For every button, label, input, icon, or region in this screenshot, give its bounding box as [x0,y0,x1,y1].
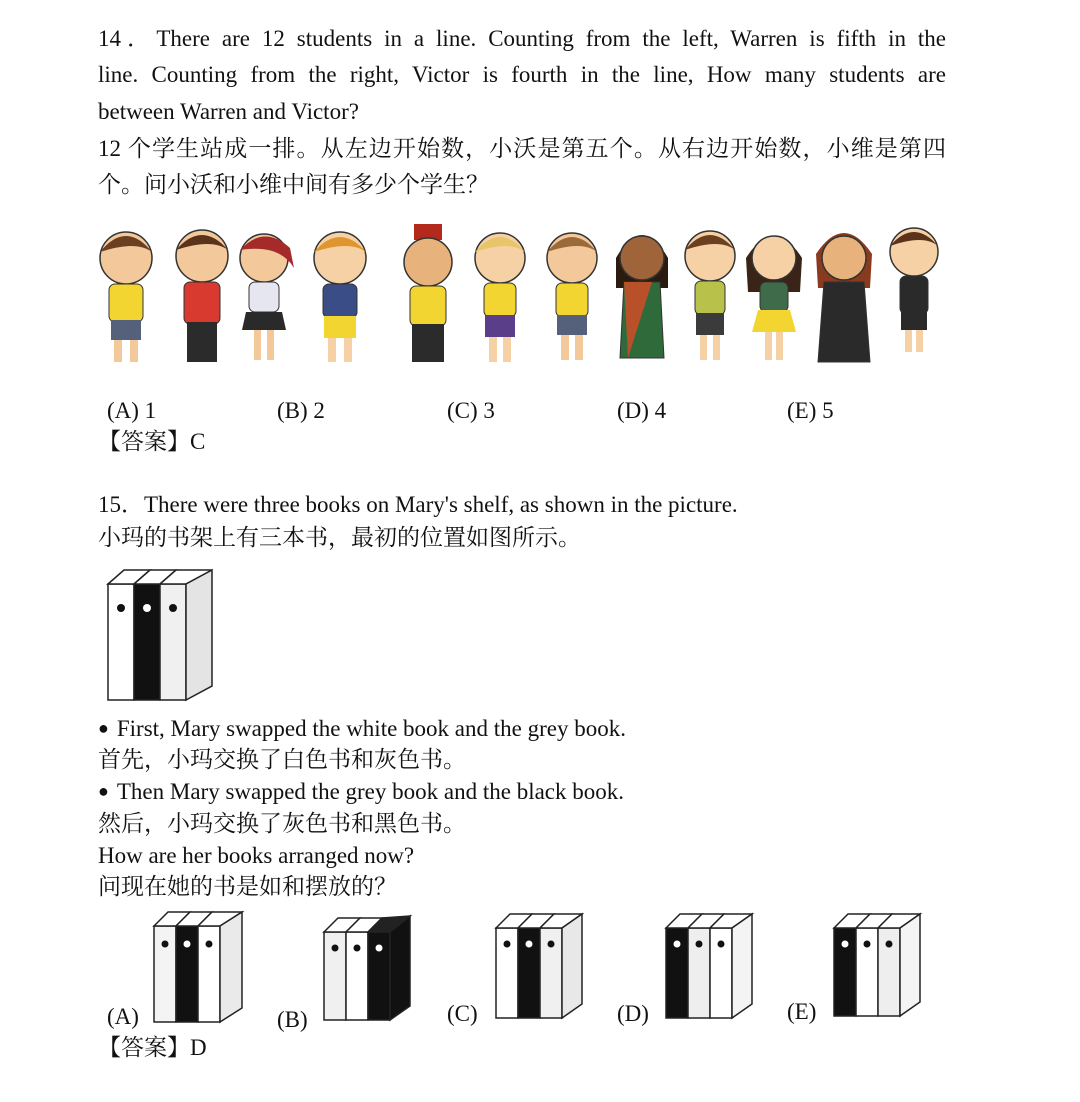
q14-option-d: (D) 4 [617,398,667,423]
student-figure-6 [475,233,525,362]
student-figure-8 [616,235,668,358]
student-figure-7 [547,233,597,360]
q15-option-c-label: (C) [447,1001,478,1026]
q15-step2-zh: 然后，小玛交换了灰色书和黑色书。 [98,811,466,836]
q15-question-en: How are her books arranged now? [98,843,415,868]
q14-option-b: (B) 2 [277,398,325,423]
student-figure-4 [314,232,366,362]
q14-text-line-1: 14．There are 12 students in a line. Counting from the left, Warren is fifth in the [98,26,946,51]
q15-option-a-label: (A) [107,1004,139,1029]
q15-option-b-label: (B) [277,1007,308,1032]
student-figure-2 [176,230,228,362]
q15-question-zh: 问现在她的书是如和摆放的？ [98,874,397,899]
q15-option-d-label: (D) [617,1001,649,1026]
student-figure-3 [240,234,294,360]
q15-step2-en: ● Then Mary swapped the grey book and the black book. [98,774,624,811]
q15-step1-zh: 首先，小玛交换了白色书和灰色书。 [98,747,466,772]
student-figure-10 [746,236,802,360]
q14-option-c: (C) 3 [447,398,495,423]
q14-text-line-3: between Warren and Victor? [98,99,359,124]
q14-text-line-2: line. Counting from the right, Victor is fourth in the line, How many students are [98,62,946,87]
q15-option-d-books [664,910,758,1026]
q15-step1-en: ● First, Mary swapped the white book and the grey book. [98,711,626,748]
q14-option-a: (A) 1 [107,398,157,423]
q15-option-e-label: (E) [787,999,817,1024]
q14-answer: 【答案】C [98,429,206,454]
books-original-figure [106,568,216,706]
q15-option-e-books [832,910,926,1026]
q15-intro-zh: 小玛的书架上有三本书，最初的位置如图所示。 [98,525,581,550]
q14-option-e: (E) 5 [787,398,834,423]
student-figure-12 [890,228,938,352]
q15-answer: 【答案】D [98,1035,207,1060]
q15-option-a-books [152,910,246,1026]
students-illustration [96,218,952,382]
q14-zh-line-2: 个。问小沃和小维中间有多少个学生？ [98,172,489,197]
q15-intro-en: 15．There were three books on Mary's shelf, as shown in the picture. [98,492,738,517]
student-figure-11 [816,233,872,362]
q15-option-c-books [494,910,588,1026]
q14-zh-line-1: 12 个学生站成一排。从左边开始数，小沃是第五个。从右边开始数，小维是第四 [98,136,946,161]
q15-option-b-books [322,910,416,1026]
student-figure-5 [404,224,452,362]
student-figure-9 [685,231,735,360]
student-figure-1 [100,232,152,362]
